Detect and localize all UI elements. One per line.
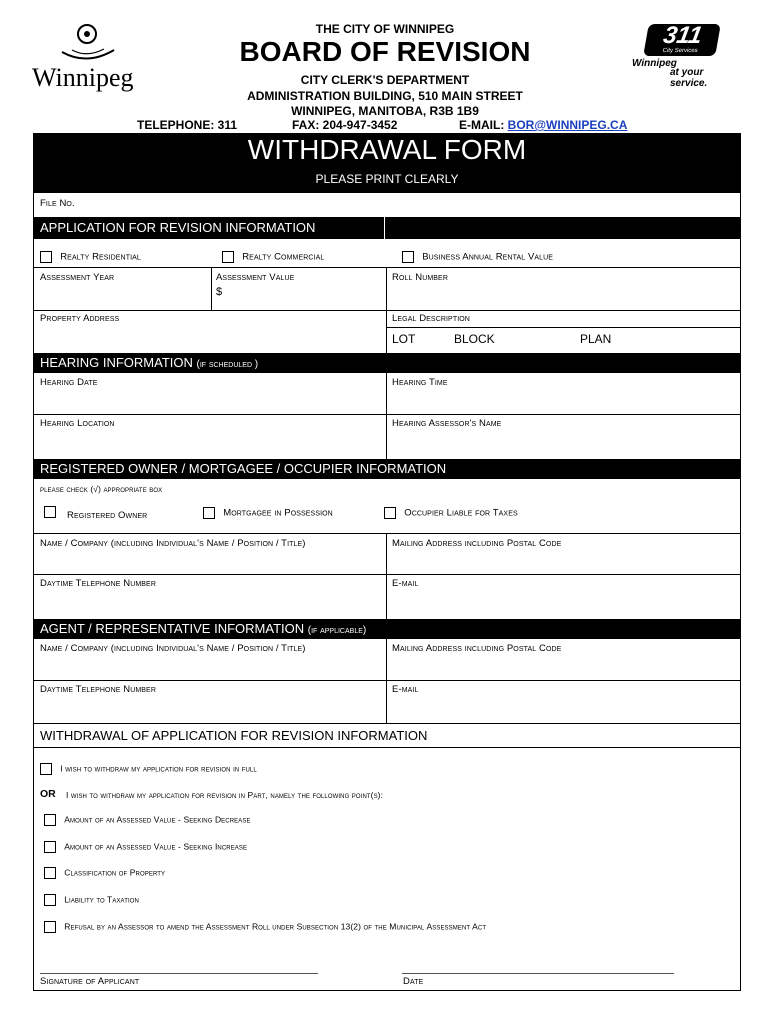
form-subtitle: PLEASE PRINT CLEARLY bbox=[315, 172, 459, 186]
section-owner bbox=[34, 459, 740, 479]
check-note: please check (√) appropriate box bbox=[40, 484, 163, 494]
occupier-checkbox[interactable] bbox=[384, 507, 396, 519]
occupier-option[interactable] bbox=[384, 507, 518, 519]
point-increase-option[interactable] bbox=[44, 841, 247, 853]
form-title: WITHDRAWAL FORM bbox=[247, 134, 527, 165]
realty-commercial-checkbox[interactable] bbox=[222, 251, 234, 263]
date-line[interactable] bbox=[402, 973, 674, 974]
assessment-value-label: Assessment Value bbox=[216, 272, 295, 283]
section-withdrawal-title: WITHDRAWAL OF APPLICATION FOR REVISION INFORMATION bbox=[40, 728, 428, 743]
realty-residential-checkbox[interactable] bbox=[40, 251, 52, 263]
hearing-location-label: Hearing Location bbox=[40, 418, 115, 429]
withdraw-full-label: I wish to withdraw my application for revision in full bbox=[60, 763, 257, 774]
badge-subtitle: City Services bbox=[662, 48, 699, 54]
agent-email-label: E-mail bbox=[392, 684, 419, 695]
roll-number-label: Roll Number bbox=[392, 272, 448, 283]
point-decrease-checkbox[interactable] bbox=[44, 814, 56, 826]
agent-phone-label: Daytime Telephone Number bbox=[40, 684, 156, 695]
business-option[interactable] bbox=[402, 251, 553, 263]
owner-email-label: E-mail bbox=[392, 578, 419, 589]
badge-311 bbox=[630, 24, 740, 88]
signature-label: Signature of Applicant bbox=[40, 976, 140, 987]
occupier-label: Occupier Liable for Taxes bbox=[404, 507, 518, 519]
point-refusal-checkbox[interactable] bbox=[44, 921, 56, 933]
section-owner-title: REGISTERED OWNER / MORTGAGEE / OCCUPIER INFORMATION bbox=[40, 461, 447, 476]
owner-phone-label: Daytime Telephone Number bbox=[40, 578, 156, 589]
fax: FAX: 204-947-3452 bbox=[292, 118, 398, 132]
property-address-label: Property Address bbox=[40, 313, 120, 324]
assessment-year-label: Assessment Year bbox=[40, 272, 115, 283]
badge-number: 311 bbox=[661, 22, 705, 49]
point-refusal-label: Refusal by an Assessor to amend the Assessment Roll under Subsection 13(2) of the Municipal Assessment Act bbox=[64, 921, 487, 932]
lot-label: LOT bbox=[392, 332, 416, 346]
hearing-date-label: Hearing Date bbox=[40, 377, 98, 388]
section-agent-note: (if applicable) bbox=[307, 625, 367, 636]
owner-mailing-label: Mailing Address including Postal Code bbox=[392, 538, 562, 549]
point-classification-label: Classification of Property bbox=[64, 867, 166, 878]
realty-commercial-option[interactable] bbox=[222, 251, 324, 263]
section-hearing-note: (if scheduled ) bbox=[196, 359, 259, 370]
withdraw-full-option[interactable] bbox=[40, 763, 257, 775]
section-hearing bbox=[34, 353, 740, 373]
section-hearing-title: HEARING INFORMATION bbox=[40, 355, 193, 370]
point-classification-checkbox[interactable] bbox=[44, 867, 56, 879]
file-no-label: File No. bbox=[40, 198, 75, 209]
address-line1: ADMINISTRATION BUILDING, 510 MAIN STREET bbox=[247, 89, 523, 103]
withdraw-part-label: I wish to withdraw my application for revision in Part, namely the following point(s): bbox=[66, 790, 384, 800]
withdraw-full-checkbox[interactable] bbox=[40, 763, 52, 775]
hearing-time-label: Hearing Time bbox=[392, 377, 448, 388]
point-liability-checkbox[interactable] bbox=[44, 894, 56, 906]
dollar-sign: $ bbox=[216, 286, 223, 298]
mortgagee-checkbox[interactable] bbox=[203, 507, 215, 519]
realty-commercial-label: Realty Commercial bbox=[242, 251, 325, 263]
crest-icon bbox=[32, 22, 142, 62]
agent-mailing-label: Mailing Address including Postal Code bbox=[392, 643, 562, 654]
email-link[interactable]: BOR@WINNIPEG.CA bbox=[507, 118, 628, 132]
block-label: BLOCK bbox=[454, 332, 495, 346]
point-classification-option[interactable] bbox=[44, 867, 165, 879]
point-increase-label: Amount of an Assessed Value - Seeking Increase bbox=[64, 841, 248, 852]
hearing-assessor-label: Hearing Assessor's Name bbox=[392, 418, 502, 429]
owner-name-label: Name / Company (including Individual's Name / Position / Title) bbox=[40, 538, 306, 549]
date-label: Date bbox=[403, 976, 424, 987]
logo-wordmark: Winnipeg bbox=[32, 63, 134, 92]
address-line2: WINNIPEG, MANITOBA, R3B 1B9 bbox=[291, 104, 479, 118]
business-label: Business Annual Rental Value bbox=[422, 251, 554, 263]
agent-name-label: Name / Company (including Individual's Name / Position / Title) bbox=[40, 643, 306, 654]
badge-tagline1: Winnipeg bbox=[632, 58, 677, 69]
badge-tagline2: at your service. bbox=[670, 67, 708, 89]
email-label: E-MAIL: bbox=[459, 118, 505, 132]
section-agent-title: AGENT / REPRESENTATIVE INFORMATION bbox=[40, 621, 305, 636]
mortgagee-label: Mortgagee in Possession bbox=[223, 507, 333, 519]
telephone: TELEPHONE: 311 bbox=[137, 118, 238, 132]
section-application-title: APPLICATION FOR REVISION INFORMATION bbox=[40, 220, 316, 235]
mortgagee-option[interactable] bbox=[203, 507, 333, 519]
dept-name: CITY CLERK'S DEPARTMENT bbox=[300, 73, 470, 87]
board-title: BOARD OF REVISION bbox=[239, 36, 531, 67]
point-decrease-option[interactable] bbox=[44, 814, 251, 826]
business-checkbox[interactable] bbox=[402, 251, 414, 263]
legal-description-label: Legal Description bbox=[392, 313, 470, 324]
point-decrease-label: Amount of an Assessed Value - Seeking Decrease bbox=[64, 814, 251, 825]
point-liability-label: Liability to Taxation bbox=[64, 894, 139, 905]
section-agent bbox=[34, 619, 740, 639]
realty-residential-option[interactable] bbox=[40, 251, 141, 263]
registered-owner-option[interactable] bbox=[44, 503, 56, 521]
or-label: OR bbox=[40, 788, 56, 800]
section-application bbox=[34, 217, 740, 239]
realty-residential-label: Realty Residential bbox=[60, 251, 141, 263]
point-liability-option[interactable] bbox=[44, 894, 139, 906]
city-name: THE CITY OF WINNIPEG bbox=[315, 22, 455, 36]
point-refusal-option[interactable] bbox=[44, 921, 486, 933]
registered-owner-label: Registered Owner bbox=[67, 510, 148, 521]
registered-owner-checkbox[interactable] bbox=[44, 506, 56, 518]
plan-label: PLAN bbox=[580, 332, 612, 346]
winnipeg-logo bbox=[32, 22, 142, 92]
signature-line[interactable] bbox=[40, 973, 318, 974]
point-increase-checkbox[interactable] bbox=[44, 841, 56, 853]
